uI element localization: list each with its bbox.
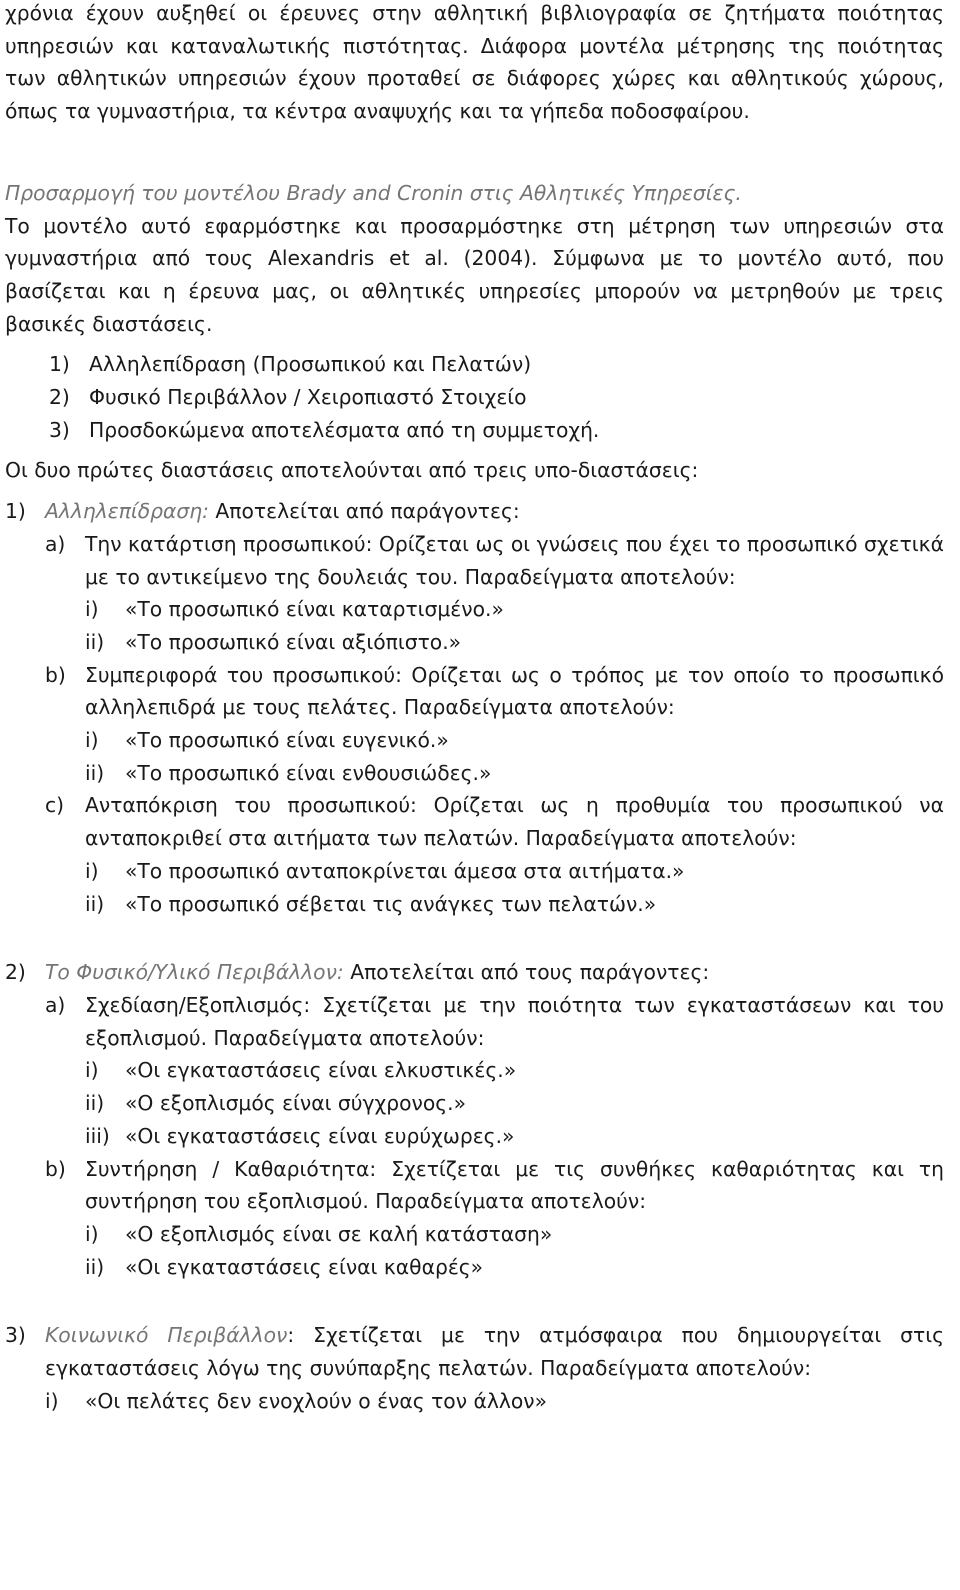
section-social-environment (5, 1319, 944, 1417)
sub-item: b) Συμπεριφορά του προσωπικού: Ορίζεται ως ο τρόπος με τον οποίο το προσωπικό αλληλεπιδρά με τους πελάτες. Παραδείγματα αποτελούν: i) «Το προσωπικό είναι ευγενικό.» ii) «Το προσωπικό είναι ενθουσιώδες.» (45, 659, 944, 790)
example-item: i) «Ο εξοπλισμός είναι σε καλή κατάσταση» (85, 1221, 553, 1246)
document-page (5, 0, 944, 1417)
intro-paragraph: χρόνια έχουν αυξηθεί οι έρευνες στην αθλητική βιβλιογραφία σε ζητήματα ποιότητας υπηρεσιών και καταναλωτικής πιστότητας. Διάφορα μοντέλα μέτρησης της ποιότητας των αθλητικών υπηρεσιών έχουν προταθεί σε διάφορες χώρες και αθλητικούς χώρους, όπως τα γυμναστήρια, τα κέντρα αναψυχής και τα γήπεδα ποδοσφαίρου. (5, 1, 944, 124)
section-interaction (5, 495, 944, 920)
example-item: i) «Το προσωπικό ανταποκρίνεται άμεσα στα αιτήματα.» (85, 858, 685, 883)
model-heading: Προσαρμογή του μοντέλου Brady and Cronin στις Αθλητικές Υπηρεσίες. (5, 180, 742, 205)
example-item: i) «Το προσωπικό είναι ευγενικό.» (85, 728, 449, 753)
section-heading: 2) Το Φυσικό/Υλικό Περιβάλλον: Αποτελείται από τους παράγοντες: (5, 960, 710, 985)
dimensions-list (5, 348, 944, 446)
subdims-intro: Οι δυο πρώτες διαστάσεις αποτελούνται από τρεις υπο-διαστάσεις: (5, 458, 699, 483)
sub-item: b) Συντήρηση / Καθαριότητα: Σχετίζεται με τις συνθήκες καθαριότητας και τη συντήρηση του εξοπλισμού. Παραδείγματα αποτελούν: i) «Ο εξοπλισμός είναι σε καλή κατάσταση» ii) «Οι εγκαταστάσεις είναι καθαρές» (45, 1153, 944, 1284)
list-item: 1) Αλληλεπίδραση (Προσωπικού και Πελατών) (49, 352, 532, 377)
example-item: i) «Οι πελάτες δεν ενοχλούν ο ένας τον άλλον» (45, 1388, 548, 1413)
example-item: i) «Το προσωπικό είναι καταρτισμένο.» (85, 597, 504, 622)
section-heading: 1) Αλληλεπίδραση: Αποτελείται από παράγοντες: (5, 499, 520, 524)
example-item: ii) «Το προσωπικό σέβεται τις ανάγκες των πελατών.» (85, 891, 657, 916)
example-item: ii) «Το προσωπικό είναι ενθουσιώδες.» (85, 760, 492, 785)
sub-item: c) Ανταπόκριση του προσωπικού: Ορίζεται ως η προθυμία του προσωπικού να ανταποκριθεί στα αιτήματα των πελατών. Παραδείγματα αποτελούν: i) «Το προσωπικό ανταποκρίνεται άμεσα στα αιτήματα.» ii) «Το προσωπικό σέβεται τις ανάγκες των πελατών.» (45, 789, 944, 920)
example-item: ii) «Το προσωπικό είναι αξιόπιστο.» (85, 629, 462, 654)
section-physical-environment (5, 956, 944, 1283)
example-item: ii) «Ο εξοπλισμός είναι σύγχρονος.» (85, 1091, 467, 1116)
sub-item: a) Σχεδίαση/Εξοπλισμός: Σχετίζεται με την ποιότητα των εγκαταστάσεων και του εξοπλισμού. Παραδείγματα αποτελούν: i) «Οι εγκαταστάσεις είναι ελκυστικές.» ii) «Ο εξοπλισμός είναι σύγχρονος.» iii) «Οι εγκαταστάσεις είναι ευρύχωρες.» (45, 989, 944, 1153)
section-heading: 3) Κοινωνικό Περιβάλλον: Σχετίζεται με την ατμόσφαιρα που δημιουργείται στις εγκαταστάσεις λόγω της συνύπαρξης πελατών. Παραδείγματα αποτελούν: (5, 1323, 945, 1381)
model-paragraph: Το μοντέλο αυτό εφαρμόστηκε και προσαρμόστηκε στη μέτρηση των υπηρεσιών στα γυμναστήρια από τους Alexandris et al. (2004). Σύμφωνα με το μοντέλο αυτό, που βασίζεται και η έρευνα μας, οι αθλητικές υπηρεσίες μπορούν να μετρηθούν με τρεις βασικές διαστάσεις. (5, 213, 944, 336)
example-item: iii) «Οι εγκαταστάσεις είναι ευρύχωρες.» (85, 1123, 515, 1148)
example-item: ii) «Οι εγκαταστάσεις είναι καθαρές» (85, 1254, 484, 1279)
list-item: 3) Προσδοκώμενα αποτελέσματα από τη συμμετοχή. (49, 417, 600, 442)
sub-item: a) Την κατάρτιση προσωπικού: Ορίζεται ως οι γνώσεις που έχει το προσωπικό σχετικά με το αντικείμενο της δουλειάς του. Παραδείγματα αποτελούν: i) «Το προσωπικό είναι καταρτισμένο.» ii) «Το προσωπικό είναι αξιόπιστο.» (45, 528, 944, 659)
example-item: i) «Οι εγκαταστάσεις είναι ελκυστικές.» (85, 1058, 517, 1083)
list-item: 2) Φυσικό Περιβάλλον / Χειροπιαστό Στοιχείο (49, 385, 527, 410)
